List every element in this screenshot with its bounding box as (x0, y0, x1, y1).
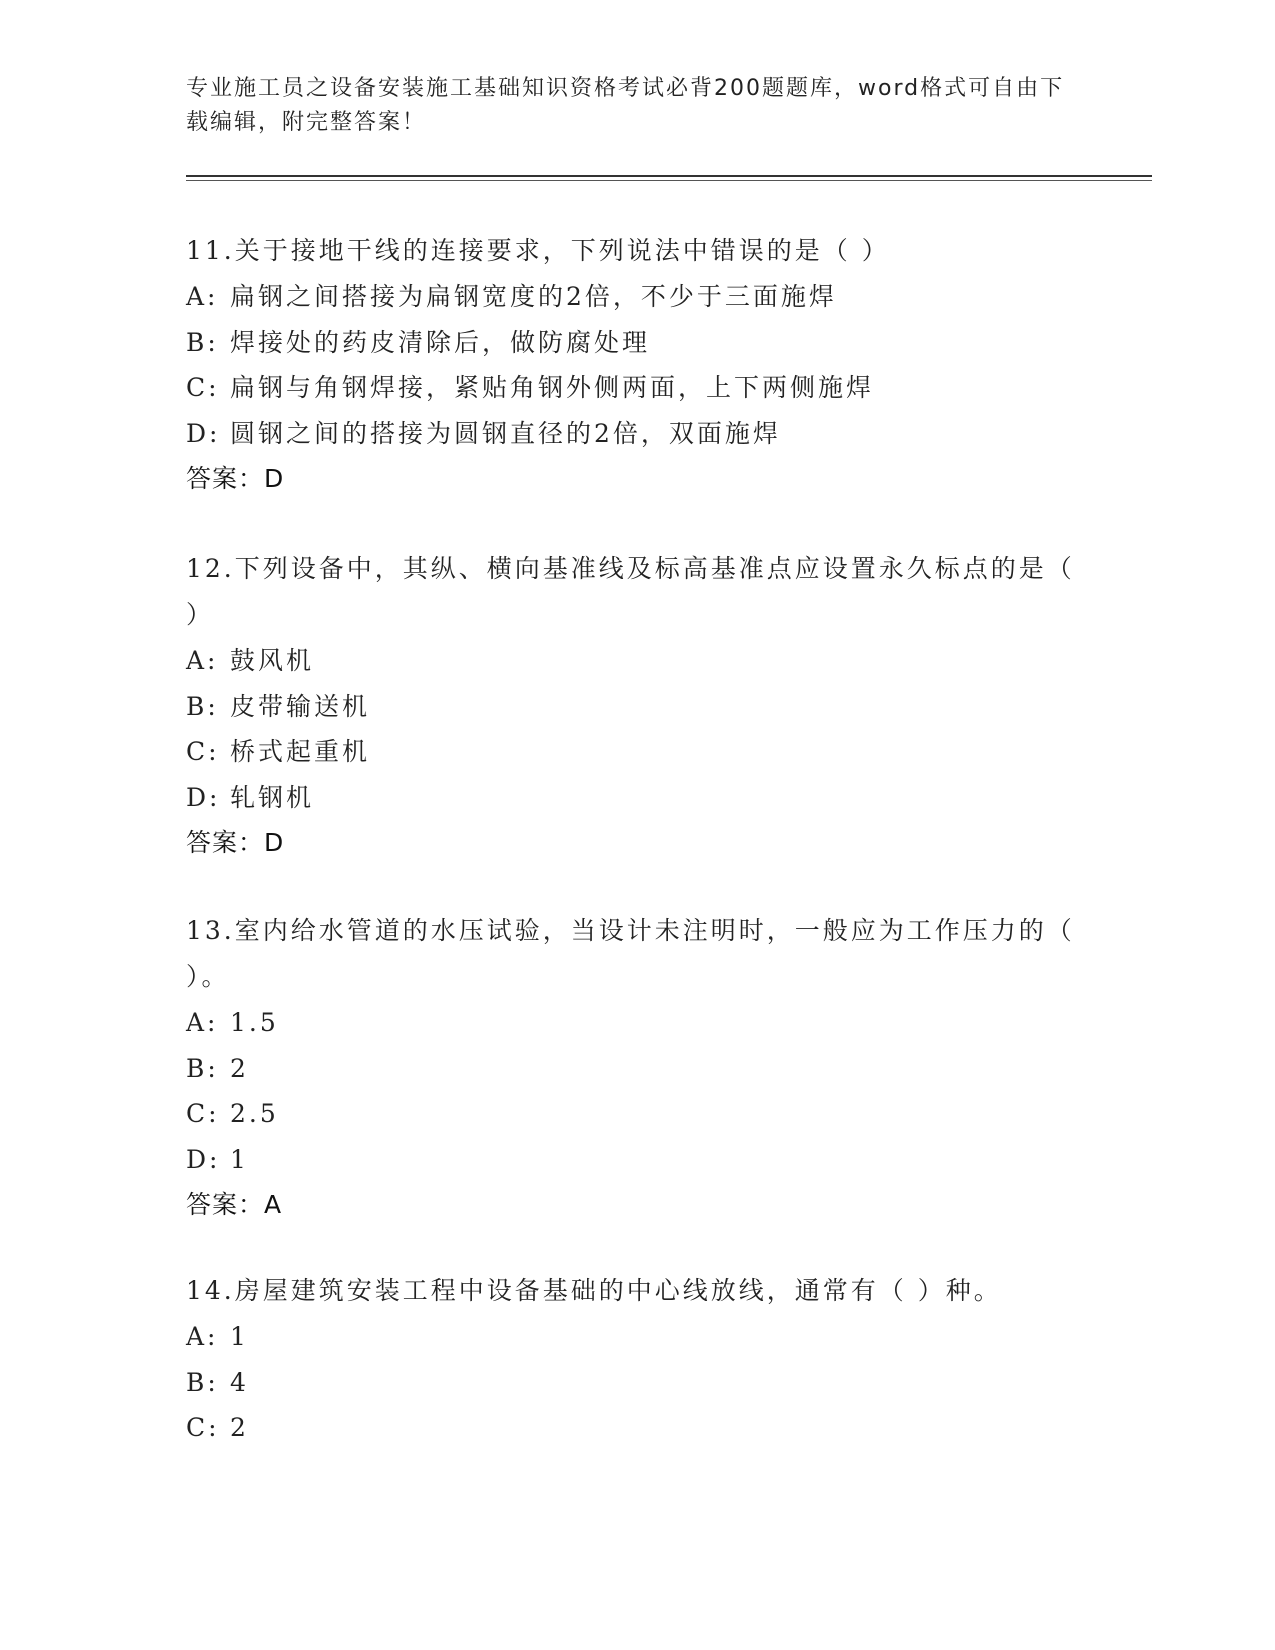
option-c (186, 729, 1086, 775)
option-c (186, 1405, 1086, 1451)
question-stem: 13.室内给水管道的水压试验，当设计未注明时，一般应为工作压力的（ ）。 (186, 916, 1075, 991)
option-text: 4 (230, 1367, 249, 1397)
option-text: 扁钢与角钢焊接，紧贴角钢外侧两面，上下两侧施焊 (230, 373, 875, 402)
option-letter: C: (186, 737, 220, 766)
option-a (186, 638, 1086, 684)
option-letter: D: (186, 782, 221, 812)
option-letter: B: (186, 691, 219, 721)
option-letter: B: (186, 327, 219, 357)
option-b (186, 1360, 1086, 1406)
answer: 答案：D (186, 464, 285, 493)
option-c (186, 1091, 1086, 1137)
option-text: 2 (230, 1413, 249, 1442)
option-c (186, 365, 1086, 411)
option-text: 圆钢之间的搭接为圆钢直径的2倍，双面施焊 (230, 418, 781, 448)
option-b (186, 320, 1086, 366)
option-text: 皮带输送机 (230, 691, 371, 721)
answer: 答案：D (186, 828, 285, 857)
option-letter: C: (186, 1413, 220, 1442)
question-stem: 14.房屋建筑安装工程中设备基础的中心线放线，通常有（ ）种。 (186, 1276, 1002, 1305)
option-letter: C: (186, 1099, 220, 1128)
option-b (186, 1046, 1086, 1092)
option-letter: A: (186, 646, 219, 675)
option-text: 2 (230, 1053, 249, 1083)
question-11 (186, 228, 1086, 502)
option-d (186, 775, 1086, 821)
option-text: 2.5 (230, 1099, 279, 1128)
option-d (186, 1137, 1086, 1183)
option-a (186, 1000, 1086, 1046)
question-13 (186, 908, 1086, 1228)
option-letter: A: (186, 282, 219, 311)
option-letter: B: (186, 1053, 219, 1083)
document-header (186, 72, 1066, 140)
option-letter: D: (186, 1144, 221, 1174)
header-divider-thin (186, 180, 1152, 181)
option-d (186, 411, 1086, 457)
document-title: 专业施工员之设备安装施工基础知识资格考试必背200题题库，word格式可自由下载编辑，附完整答案！ (186, 76, 1065, 135)
question-stem: 12.下列设备中，其纵、横向基准线及标高基准点应设置永久标点的是（ ） (186, 554, 1075, 629)
option-b (186, 684, 1086, 730)
option-text: 1 (230, 1322, 249, 1351)
option-text: 焊接处的药皮清除后，做防腐处理 (230, 327, 651, 357)
option-letter: C: (186, 373, 220, 402)
header-divider-thick (186, 175, 1152, 177)
option-a (186, 274, 1086, 320)
option-text: 1 (230, 1144, 249, 1174)
option-a (186, 1314, 1086, 1360)
option-letter: D: (186, 418, 221, 448)
option-text: 桥式起重机 (230, 737, 371, 766)
question-14 (186, 1268, 1086, 1451)
option-text: 轧钢机 (230, 782, 315, 812)
option-text: 扁钢之间搭接为扁钢宽度的2倍，不少于三面施焊 (230, 282, 837, 311)
option-text: 1.5 (230, 1008, 279, 1037)
question-12 (186, 546, 1086, 866)
answer: 答案：A (186, 1190, 283, 1219)
option-letter: A: (186, 1322, 219, 1351)
question-stem: 11.关于接地干线的连接要求，下列说法中错误的是（ ） (186, 236, 890, 265)
option-letter: B: (186, 1367, 219, 1397)
option-text: 鼓风机 (230, 646, 315, 675)
option-letter: A: (186, 1008, 219, 1037)
